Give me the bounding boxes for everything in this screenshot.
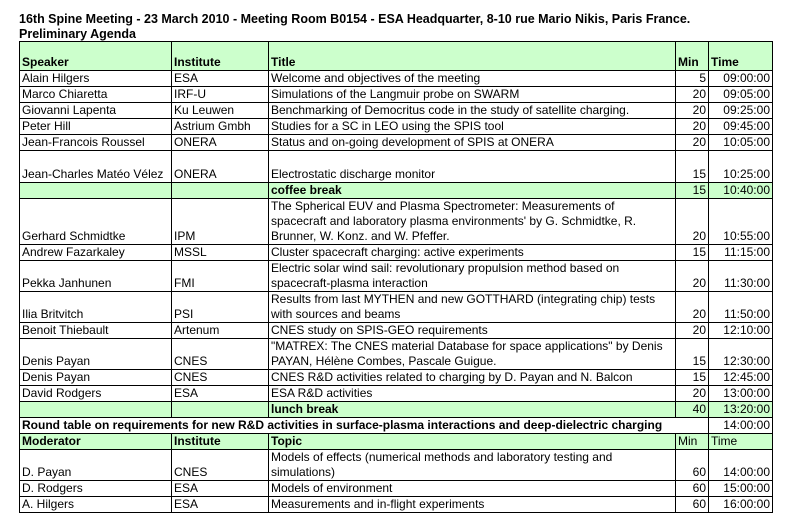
institute-cell: MSSL — [172, 245, 269, 261]
min-cell: 20 — [676, 87, 709, 103]
institute-cell: PSI — [172, 292, 269, 323]
institute-cell — [172, 402, 269, 418]
agenda-table — [19, 41, 773, 513]
table-row — [20, 292, 773, 323]
table-row — [20, 135, 773, 151]
min-cell: 20 — [676, 135, 709, 151]
time-cell: 09:05:00 — [709, 87, 773, 103]
time-cell: 11:15:00 — [709, 245, 773, 261]
round-table-time: 14:00:00 — [709, 418, 773, 434]
speaker-cell: David Rodgers — [20, 386, 172, 402]
speaker-cell — [20, 183, 172, 199]
time-cell: 14:00:00 — [709, 450, 773, 481]
moderator-header-row — [20, 434, 773, 450]
time-cell: 11:50:00 — [709, 292, 773, 323]
speaker-cell: Marco Chiaretta — [20, 87, 172, 103]
topic-cell: Measurements and in-flight experiments — [269, 497, 676, 513]
title-cell: Simulations of the Langmuir probe on SWARM — [269, 87, 676, 103]
time-cell: 09:45:00 — [709, 119, 773, 135]
min-cell: 15 — [676, 370, 709, 386]
table-row — [20, 339, 773, 370]
title-cell: Electric solar wind sail: revolutionary propulsion method based on spacecraft-plasma interaction — [269, 261, 676, 292]
title-cell: The Spherical EUV and Plasma Spectrometer: Measurements of spacecraft and laboratory plasma environments' by G. Schmidtke, R. Brunner, W. Konz. and W. Pfeffer. — [269, 199, 676, 245]
min-cell: 20 — [676, 119, 709, 135]
time-cell: 12:30:00 — [709, 339, 773, 370]
column-header-min: Min — [676, 434, 709, 450]
institute-cell: ESA — [172, 71, 269, 87]
min-cell: 20 — [676, 386, 709, 402]
time-cell: 11:30:00 — [709, 261, 773, 292]
table-row — [20, 103, 773, 119]
institute-cell: ESA — [172, 497, 269, 513]
title-cell: CNES study on SPIS-GEO requirements — [269, 323, 676, 339]
institute-cell: FMI — [172, 261, 269, 292]
speaker-cell: Benoit Thiebault — [20, 323, 172, 339]
speaker-cell — [20, 402, 172, 418]
time-cell: 12:45:00 — [709, 370, 773, 386]
document-title — [19, 12, 690, 42]
table-row — [20, 450, 773, 481]
min-cell: 60 — [676, 497, 709, 513]
title-cell: Status and on-going development of SPIS at ONERA — [269, 135, 676, 151]
institute-cell: Artenum — [172, 323, 269, 339]
table-row — [20, 245, 773, 261]
column-header-topic: Topic — [269, 434, 676, 450]
min-cell: 5 — [676, 71, 709, 87]
speaker-cell: Jean-Charles Matéo Vélez — [20, 151, 172, 183]
title-cell: coffee break — [269, 183, 676, 199]
title-cell: ESA R&D activities — [269, 386, 676, 402]
moderator-cell: D. Payan — [20, 450, 172, 481]
institute-cell: CNES — [172, 370, 269, 386]
table-row — [20, 261, 773, 292]
institute-cell: ESA — [172, 481, 269, 497]
title-cell: Cluster spacecraft charging: active experiments — [269, 245, 676, 261]
institute-cell: ONERA — [172, 151, 269, 183]
table-row — [20, 71, 773, 87]
table-row — [20, 151, 773, 183]
min-cell: 60 — [676, 450, 709, 481]
min-cell: 20 — [676, 103, 709, 119]
column-header-time: Time — [709, 42, 773, 71]
agenda-subtitle: Preliminary Agenda — [19, 27, 136, 41]
title-cell: "MATREX: The CNES material Database for space applications" by Denis PAYAN, Hélène Combes, Pascale Guigue. — [269, 339, 676, 370]
title-cell: Welcome and objectives of the meeting — [269, 71, 676, 87]
table-row — [20, 119, 773, 135]
column-header-moderator: Moderator — [20, 434, 172, 450]
time-cell: 13:00:00 — [709, 386, 773, 402]
column-header-min: Min — [676, 42, 709, 71]
speaker-cell: Gerhard Schmidtke — [20, 199, 172, 245]
speaker-cell: Giovanni Lapenta — [20, 103, 172, 119]
min-cell: 15 — [676, 151, 709, 183]
coffee-break-row — [20, 183, 773, 199]
column-header-speaker: Speaker — [20, 42, 172, 71]
lunch-break-row — [20, 402, 773, 418]
institute-cell: Astrium Gmbh — [172, 119, 269, 135]
speaker-cell: Alain Hilgers — [20, 71, 172, 87]
institute-cell — [172, 183, 269, 199]
time-cell: 09:00:00 — [709, 71, 773, 87]
min-cell: 40 — [676, 402, 709, 418]
round-table-row — [20, 418, 773, 434]
topic-cell: Models of environment — [269, 481, 676, 497]
min-cell: 20 — [676, 261, 709, 292]
round-table-title: Round table on requirements for new R&D activities in surface-plasma interactions and deep-dielectric charging — [20, 418, 709, 434]
column-header-institute: Institute — [172, 434, 269, 450]
table-row — [20, 323, 773, 339]
meeting-heading: 16th Spine Meeting - 23 March 2010 - Meeting Room B0154 - ESA Headquarter, 8-10 rue Mario Nikis, Paris France. — [19, 12, 691, 26]
institute-cell: Ku Leuwen — [172, 103, 269, 119]
column-header-time: Time — [709, 434, 773, 450]
speaker-cell: Jean-Francois Roussel — [20, 135, 172, 151]
min-cell: 60 — [676, 481, 709, 497]
min-cell: 20 — [676, 323, 709, 339]
time-cell: 09:25:00 — [709, 103, 773, 119]
time-cell: 10:55:00 — [709, 199, 773, 245]
min-cell: 20 — [676, 199, 709, 245]
time-cell: 13:20:00 — [709, 402, 773, 418]
title-cell: Results from last MYTHEN and new GOTTHARD (integrating chip) tests with sources and beams — [269, 292, 676, 323]
time-cell: 10:40:00 — [709, 183, 773, 199]
institute-cell: ONERA — [172, 135, 269, 151]
min-cell: 15 — [676, 245, 709, 261]
speaker-cell: Ilia Britvitch — [20, 292, 172, 323]
title-cell: Benchmarking of Democritus code in the study of satellite charging. — [269, 103, 676, 119]
title-cell: lunch break — [269, 402, 676, 418]
speaker-cell: Peter Hill — [20, 119, 172, 135]
column-header-institute: Institute — [172, 42, 269, 71]
title-cell: Studies for a SC in LEO using the SPIS tool — [269, 119, 676, 135]
time-cell: 15:00:00 — [709, 481, 773, 497]
speaker-cell: Pekka Janhunen — [20, 261, 172, 292]
time-cell: 10:25:00 — [709, 151, 773, 183]
table-row — [20, 497, 773, 513]
table-row — [20, 87, 773, 103]
table-row — [20, 386, 773, 402]
min-cell: 15 — [676, 183, 709, 199]
institute-cell: IPM — [172, 199, 269, 245]
time-cell: 12:10:00 — [709, 323, 773, 339]
time-cell: 10:05:00 — [709, 135, 773, 151]
column-header-title: Title — [269, 42, 676, 71]
moderator-cell: A. Hilgers — [20, 497, 172, 513]
table-row — [20, 199, 773, 245]
title-cell: Electrostatic discharge monitor — [269, 151, 676, 183]
institute-cell: ESA — [172, 386, 269, 402]
topic-cell: Models of effects (numerical methods and laboratory testing and simulations) — [269, 450, 676, 481]
header-row — [20, 42, 773, 71]
speaker-cell: Denis Payan — [20, 339, 172, 370]
title-cell: CNES R&D activities related to charging by D. Payan and N. Balcon — [269, 370, 676, 386]
speaker-cell: Andrew Fazarkaley — [20, 245, 172, 261]
time-cell: 16:00:00 — [709, 497, 773, 513]
table-row — [20, 481, 773, 497]
institute-cell: CNES — [172, 450, 269, 481]
min-cell: 20 — [676, 292, 709, 323]
table-row — [20, 370, 773, 386]
moderator-cell: D. Rodgers — [20, 481, 172, 497]
institute-cell: IRF-U — [172, 87, 269, 103]
speaker-cell: Denis Payan — [20, 370, 172, 386]
min-cell: 15 — [676, 339, 709, 370]
institute-cell: CNES — [172, 339, 269, 370]
